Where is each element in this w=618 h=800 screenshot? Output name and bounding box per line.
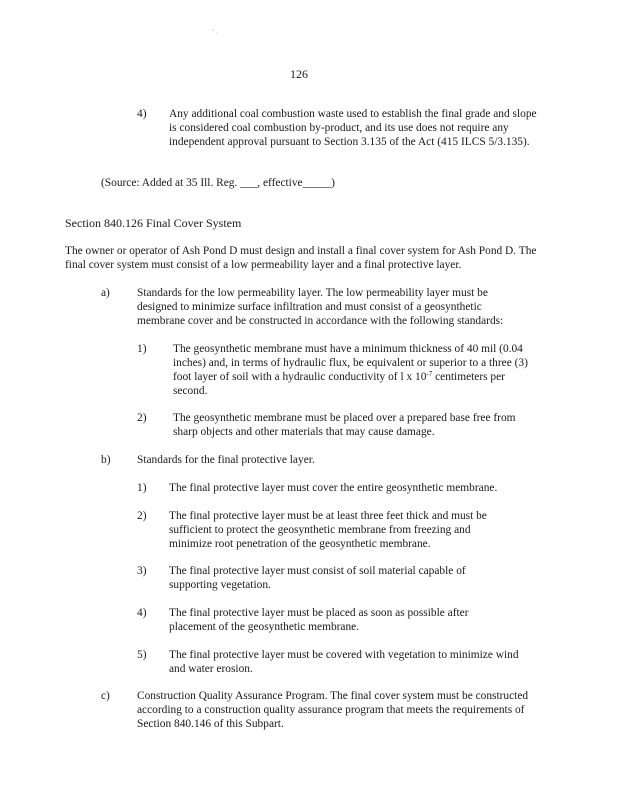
b-item-5-number: 5) bbox=[137, 649, 147, 661]
subsection-c-text: Construction Quality Assurance Program. The final cover system must be constructed according to a construction quality assurance program that meets the requirements of Section 840.146 of this Subpart. bbox=[137, 690, 529, 730]
subsection-c-label: c) bbox=[101, 690, 110, 702]
b-item-2-number: 2) bbox=[137, 510, 147, 522]
a-item-2-text: The geosynthetic membrane must be placed over a prepared base free from sharp objects and other materials that may cause damage. bbox=[173, 412, 516, 438]
top-scan-mark: ˘ · bbox=[212, 30, 218, 36]
subsection-b-text: Standards for the final protective layer. bbox=[137, 454, 315, 466]
b-item-4-number: 4) bbox=[137, 607, 147, 619]
b-item-3-number: 3) bbox=[137, 565, 147, 577]
source-note: (Source: Added at 35 Ill. Reg. ___, effective_____) bbox=[101, 177, 335, 189]
a-item-1-text bbox=[173, 342, 535, 398]
a-item-1-exponent: -7 bbox=[426, 370, 433, 378]
a-item-1-text-tail: centimeters per second. bbox=[173, 371, 505, 397]
a-item-1-number: 1) bbox=[137, 343, 147, 355]
page-number: 126 bbox=[290, 67, 308, 81]
carryover-item-text: Any additional coal combustion waste used to establish the final grade and slope is considered coal combustion by-product, and its use does not require any independent approval pursuant to Section 3.135 of the Act (415 ILCS 5/3.135). bbox=[169, 108, 537, 148]
b-item-5-text: The final protective layer must be covered with vegetation to minimize wind and water erosion. bbox=[169, 649, 519, 675]
a-item-2-number: 2) bbox=[137, 412, 147, 424]
b-item-4-text: The final protective layer must be placed as soon as possible after placement of the geosynthetic membrane. bbox=[169, 607, 469, 633]
b-item-1-text: The final protective layer must cover the entire geosynthetic membrane. bbox=[169, 482, 498, 494]
subsection-b-label: b) bbox=[101, 454, 111, 466]
carryover-item-number: 4) bbox=[137, 108, 147, 120]
section-intro: The owner or operator of Ash Pond D must design and install a final cover system for Ash Pond D. The final cover system must consist of a low permeability layer and a final protective layer. bbox=[65, 245, 537, 271]
subsection-a-text: Standards for the low permeability layer. The low permeability layer must be designed to minimize surface infiltration and must consist of a geosynthetic membrane cover and be constructed in accordance with the following standards: bbox=[137, 287, 504, 327]
section-heading: Section 840.126 Final Cover System bbox=[65, 216, 242, 230]
b-item-2-text: The final protective layer must be at least three feet thick and must be sufficient to protect the geosynthetic membrane from freezing and minimize root penetration of the geosynthetic membrane. bbox=[169, 510, 487, 550]
b-item-1-number: 1) bbox=[137, 482, 147, 494]
b-item-3-text: The final protective layer must consist of soil material capable of supporting vegetation. bbox=[169, 565, 466, 591]
subsection-a-label: a) bbox=[101, 287, 110, 299]
a-item-1-text-main: The geosynthetic membrane must have a minimum thickness of 40 mil (0.04 inches) and, in terms of hydraulic flux, be equivalent or superior to a three (3) foot layer of soil with a hydraulic conductivity of l x 10 bbox=[173, 343, 528, 383]
